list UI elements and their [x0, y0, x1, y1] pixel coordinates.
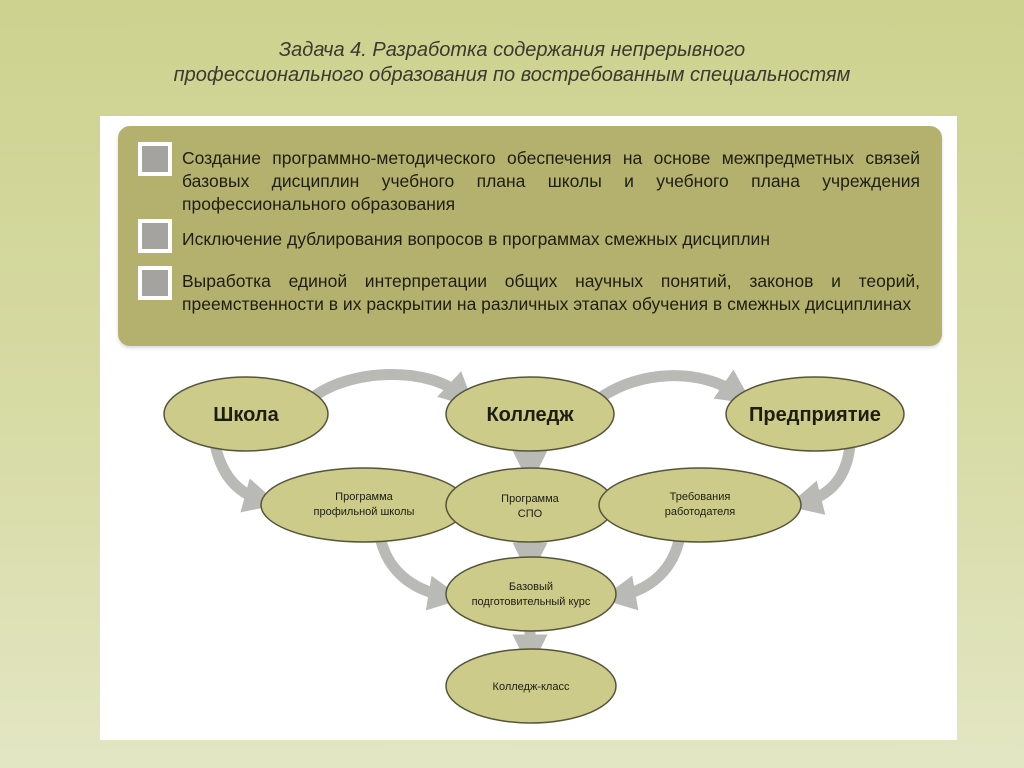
label-employer-req-2: работодателя	[664, 506, 736, 518]
label-spo-program-1: Программа	[501, 493, 559, 505]
task-item-3: Выработка единой интерпретации общих научных понятий, законов и теорий, преемственности в их раскрытии на различных этапах обучения в смежных дисциплинах	[182, 271, 920, 314]
task-item-2: Исключение дублирования вопросов в программах смежных дисциплин	[182, 229, 770, 249]
node-employer-req	[599, 468, 801, 542]
label-school: Школа	[213, 404, 279, 426]
task-item-1: Создание программно-методического обеспечения на основе межпредметных связей базовых дисциплин учебного плана школы и учебного плана учреждения профессионального образования	[182, 148, 920, 214]
label-employer-req-1: Требования	[669, 491, 731, 503]
label-profile-program-1: Программа	[335, 491, 393, 503]
node-profile-program	[261, 468, 467, 542]
title-line-1: Задача 4. Разработка содержания непрерывного	[278, 39, 746, 61]
arrow-college-to-enterprise	[600, 376, 738, 398]
node-base-course	[446, 557, 616, 631]
label-college-class: Колледж-класс	[492, 681, 570, 693]
node-spo-program	[446, 468, 614, 542]
arrow-enterprise-to-employer	[804, 446, 850, 502]
label-enterprise: Предприятие	[749, 404, 881, 426]
label-base-course-2: подготовительный курс	[471, 596, 591, 608]
label-college: Колледж	[486, 404, 574, 426]
label-base-course-1: Базовый	[508, 581, 554, 593]
arrow-profile-to-base	[380, 536, 446, 596]
arrow-school-to-college	[312, 374, 462, 398]
label-spo-program-2: СПО	[517, 508, 543, 520]
title-line-2: профессионального образования по востребованным специальностям	[173, 64, 851, 86]
arrow-school-to-profile	[215, 444, 262, 500]
label-profile-program-2: профильной школы	[313, 506, 415, 518]
arrow-employer-to-base	[618, 536, 680, 596]
